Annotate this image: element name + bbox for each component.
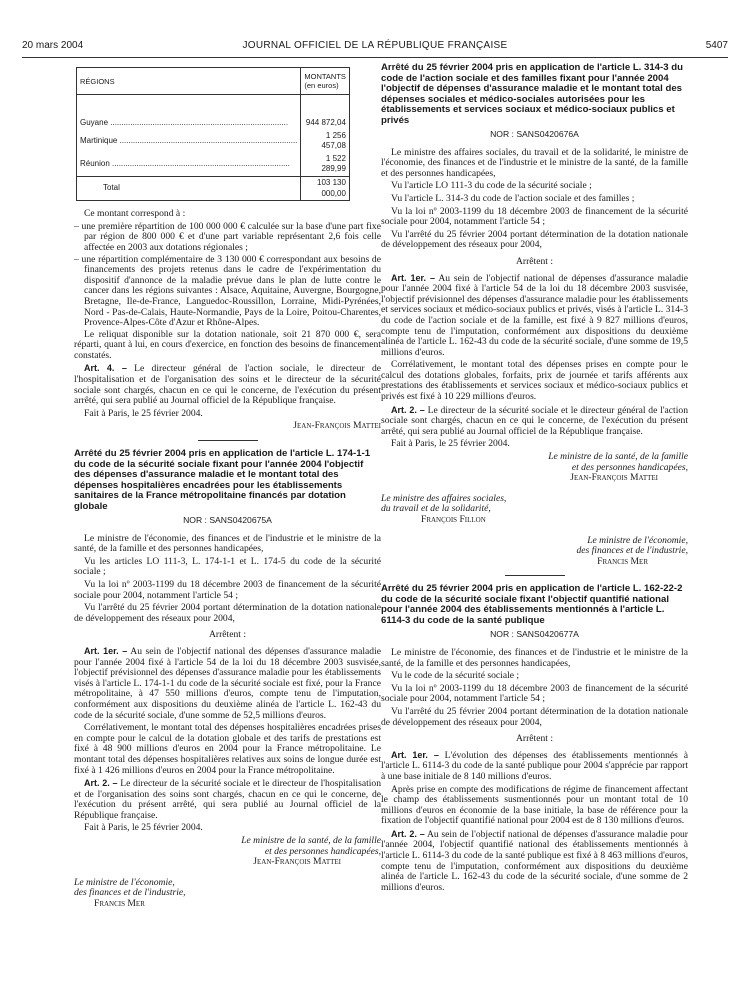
- signature-title: des finances et de l'industrie,: [576, 545, 688, 557]
- article-label: Art. 4. –: [84, 363, 127, 374]
- signature-title: Le ministre de l'économie,: [74, 876, 175, 888]
- article-text: Le directeur de la sécurité sociale et le directeur général de l'action sociale sont chargés, chacun en ce qui le concerne, de l'exécution du présent arrêté, qui sera publié au Journal officiel de la République française.: [381, 404, 688, 437]
- table-total-row: [77, 176, 350, 200]
- signature-title: Le ministre de l'économie,: [587, 534, 688, 546]
- preamble: Le ministre des affaires sociales, du travail et de la solidarité, le ministre de l'économie, des finances et de l'industrie et le ministre de la santé, de la famille et des personnes handicapées,: [381, 146, 688, 179]
- row-region: Martinique ................................................................................: [77, 130, 301, 153]
- article-1: [74, 646, 381, 721]
- article-4: [74, 363, 381, 406]
- signature-title: et des personnes handicapées,: [264, 845, 381, 857]
- col-montants-label: MONTANTS: [304, 72, 346, 81]
- article-label: Art. 2. –: [84, 778, 118, 789]
- col-unit-label: (en euros): [304, 81, 339, 90]
- reliquat-text: Le reliquat disponible sur la dotation nationale, soit 21 870 000 €, sera réparti, quant à lui, en cours d'exercice, en fonction des besoins de financement constatés.: [74, 328, 381, 361]
- fait-a-paris: Fait à Paris, le 25 février 2004.: [391, 438, 510, 450]
- article-2: [381, 829, 688, 894]
- article-label: Art. 2. –: [391, 404, 425, 415]
- signature-title: du travail et de la solidarité,: [381, 503, 491, 515]
- article-text: Le directeur de la sécurité sociale et le directeur de l'hospitalisation et de l'organisation des soins sont chargés, chacun en ce qui le concerne, de l'exécution du présent arrêté, qui sera publié au Journal officiel de la République française.: [74, 778, 381, 821]
- header-page-number: 5407: [705, 40, 728, 51]
- arretent-heading: Arrêtent :: [515, 733, 554, 745]
- preamble: Vu l'arrêté du 25 février 2004 portant détermination de la dotation nationale de développement des réseaux pour 2004,: [74, 602, 381, 624]
- article-1: [381, 273, 688, 359]
- intro-text: Ce montant correspond à :: [84, 208, 186, 220]
- signature-title: Le ministre de la santé, de la famille: [241, 835, 381, 847]
- signature-name: Jean-François Mattei: [570, 472, 658, 484]
- arretent-heading: Arrêtent :: [515, 255, 554, 267]
- left-column: [74, 63, 381, 910]
- signature-name: François Fillon: [421, 514, 486, 525]
- preamble: Le ministre de l'économie, des finances et de l'industrie et le ministre de la santé, de la famille et des personnes handicapées,: [381, 646, 688, 669]
- list-item: – une répartition complémentaire de 3 130 000 € correspondant aux besoins de financements des projets retenus dans le cadre de l'expérimentation du dispositif d'annonce de la maladie prévue dans le plan de lutte contre le cancer dans les régions suivantes : Alsace, Aquitaine, Auvergne, Bourgogne, Bretagne, Ile-de-France, Languedoc-Roussillon, Lorraine, Midi-Pyrénées, Nord - Pas-de-Calais, Haute-Normandie, Pays de la Loire, Poitou-Charentes, Provence-Alpes-Côte d'Azur et Rhône-Alpes.: [74, 253, 381, 329]
- total-label: Total: [77, 176, 301, 200]
- article-2: [381, 405, 688, 438]
- signature-name: Francis Mer: [597, 555, 648, 567]
- col-montants-header: [301, 68, 350, 95]
- divider: [198, 440, 258, 441]
- preamble: Vu le code de la sécurité sociale ;: [391, 670, 520, 682]
- preamble: Vu les articles LO 111-3, L. 174-1-1 et L. 174-5 du code de la sécurité sociale ;: [74, 555, 381, 578]
- article-label: Art. 1er. –: [391, 749, 439, 760]
- signature-title: Le ministre de la santé, de la famille: [548, 451, 688, 463]
- preamble: Vu l'arrêté du 25 février 2004 portant détermination de la dotation nationale de développement des réseaux pour 2004,: [381, 228, 688, 251]
- arrete-title: Arrêté du 25 février 2004 pris en application de l'article L. 314-3 du code de l'action sociale et des familles fixant pour l'année 2004 l'objectif de dépenses d'assurance maladie et le montant total des dépenses sociales et médico-sociales autorisées pour les établissements et services sociaux et médico-sociaux publics et privés: [381, 62, 683, 126]
- col-regions-header: RÉGIONS: [77, 68, 301, 95]
- nor-reference: NOR : SANS0420677A: [490, 629, 579, 640]
- signature-title: et des personnes handicapées,: [571, 461, 688, 473]
- row-value: 1 522 289,99: [301, 153, 350, 177]
- preamble: Vu l'article L. 314-3 du code de l'action sociale et des familles ;: [391, 192, 635, 204]
- article-text: Au sein de l'objectif national de dépenses d'assurance maladie pour l'année 2004 fixé à l'article 54 de la loi du 18 décembre 2003 susvisée, l'objectif prévisionnel des dépenses d'assurance maladie pour les établissements et services sociaux et médico-sociaux publics et privés, visés à l'article L. 314-3 du code de l'action sociale et de la famille, est fixé à 9 827 millions d'euros, compte tenu de l'imputation, conformément aux dispositions du deuxième alinéa de l'article L. 162-43 du code de la sécurité sociale, d'une somme de 19,5 millions d'euros.: [381, 272, 688, 358]
- article-1: [381, 750, 688, 783]
- article-text: Au sein de l'objectif national de dépenses d'assurance maladie pour l'année 2004, l'objectif quantifié national des établissements mentionnés à l'article L. 6114-3 du code de la santé publique est fixé à 8 463 millions d'euros, compte tenu de l'imputation, conformément aux dispositions du deuxième alinéa de l'article L. 162-43 du code de la sécurité sociale, d'une somme de 2 millions d'euros.: [381, 828, 688, 893]
- signature-name: Jean-François Mattei: [253, 856, 341, 868]
- row-region: Réunion ................................................................................: [77, 153, 301, 177]
- article-label: Art. 2. –: [391, 828, 425, 839]
- article-label: Art. 1er. –: [391, 272, 435, 283]
- preamble: Vu l'arrêté du 25 février 2004 portant détermination de la dotation nationale de développement des réseaux pour 2004,: [381, 705, 688, 728]
- fait-a-paris: Fait à Paris, le 25 février 2004.: [84, 822, 203, 834]
- row-value: 1 256 457,08: [301, 130, 350, 153]
- arrete-title: Arrêté du 25 février 2004 pris en application de l'article L. 162-22-2 du code de la sécurité sociale fixant l'objectif quantifié national pour l'année 2004 des établissements mentionnés à l'article L. 6114-3 du code de la santé publique: [381, 583, 683, 626]
- signature-title: des finances et de l'industrie,: [74, 887, 186, 899]
- header-rule: [22, 57, 728, 58]
- nor-reference: NOR : SANS0420676A: [490, 129, 579, 139]
- signature-name: Francis Mer: [94, 898, 145, 910]
- article-text: L'évolution des dépenses des établissements mentionnés à l'article L. 6114-3 du code de la santé publique pour 2004 s'apprécie par rapport à une base initiale de 8 140 millions d'euros.: [381, 749, 688, 782]
- divider: [505, 575, 565, 576]
- signature-title: Le ministre des affaires sociales,: [381, 492, 507, 504]
- regions-table: [76, 67, 350, 201]
- arrete-title: Arrêté du 25 février 2004 pris en application de l'article L. 174-1-1 du code de la sécurité sociale fixant pour l'année 2004 l'objectif des dépenses d'assurance maladie et le montant total des dépenses hospitalières encadrées pour les établissements sanitaires de la France métropolitaine financés par dotation globale: [74, 448, 371, 512]
- preamble: Vu la loi nº 2003-1199 du 18 décembre 2003 de financement de la sécurité sociale pour 2004, notamment l'article 54 ;: [381, 682, 688, 705]
- right-column: [381, 63, 688, 895]
- preamble: Le ministre de l'économie, des finances et de l'industrie et le ministre de la santé, de la famille et des personnes handicapées,: [74, 532, 381, 555]
- article-text: Le directeur général de l'action sociale, le directeur de l'hospitalisation et de l'organisation des soins et le directeur de la sécurité sociale sont chargés, chacun en ce qui le concerne, de l'exécution du présent arrêté, qui sera publié au Journal officiel de la République française.: [74, 363, 381, 407]
- row-region: Guyane ................................................................................: [77, 117, 301, 130]
- repartition-list: [74, 222, 381, 329]
- article-2: [74, 778, 381, 821]
- page-header: [22, 40, 728, 56]
- table-row: [77, 130, 350, 153]
- arretent-heading: Arrêtent :: [208, 629, 247, 641]
- signature-name: Jean-François Mattei: [293, 420, 381, 432]
- fait-a-paris: Fait à Paris, le 25 février 2004.: [84, 407, 203, 419]
- table-row: [77, 117, 350, 130]
- article-1-paragraph: Corrélativement, le montant total des dépenses hospitalières encadrées prises en compte pour le calcul de la dotation globale et des tarifs de prestations est fixé à 48 900 millions d'euros en 2004 pour la France métropolitaine. Le montant total des dépenses hospitalières relatives aux soins de longue durée est fixé à 1 426 millions d'euros en 2004 pour la France métropolitaine.: [74, 722, 381, 776]
- header-journal-title: JOURNAL OFFICIEL DE LA RÉPUBLIQUE FRANÇAISE: [242, 40, 508, 51]
- article-text: Au sein de l'objectif national des dépenses d'assurance maladie pour l'année 2004 fixé à l'article 54 de la loi du 18 décembre 2003 susvisée, l'objectif prévisionnel des dépenses d'assurance maladie pour les établissements visés à l'article L. 174-1-1 du code de la sécurité sociale est fixé, pour la France métropolitaine, à 47 550 millions d'euros, compte tenu de l'imputation, conformément aux dispositions du deuxième alinéa de l'article L. 162-43 du code de la sécurité sociale, d'une somme de 52,5 millions d'euros.: [74, 645, 381, 721]
- total-value: 103 130 000,00: [301, 176, 350, 200]
- preamble: Vu la loi nº 2003-1199 du 18 décembre 2003 de financement de la sécurité sociale pour 2004, notamment l'article 54 ;: [74, 579, 381, 601]
- article-1-paragraph: Après prise en compte des modifications de régime de financement affectant le champ des établissements susmentionnés pour un montant total de 10 millions d'euros en économie de la base initiale, la base de référence pour la fixation de l'objectif quantifié national pour 2004 est de 8 130 millions d'euros.: [381, 783, 688, 827]
- preamble: Vu l'article LO 111-3 du code de la sécurité sociale ;: [391, 180, 592, 192]
- table-row: [77, 153, 350, 177]
- article-label: Art. 1er. –: [84, 645, 128, 656]
- preamble: Vu la loi nº 2003-1199 du 18 décembre 2003 de financement de la sécurité sociale pour 2004, notamment l'article 54 ;: [381, 205, 688, 228]
- nor-reference: NOR : SANS0420675A: [183, 515, 272, 526]
- list-item: – une première répartition de 100 000 000 € calculée sur la base d'une part fixe par région de 800 000 € et d'une part variable représentant 2,6 fois celle affectée en 2003 aux dotations régionales ;: [74, 220, 381, 253]
- header-date: 20 mars 2004: [22, 40, 84, 51]
- row-value: 944 872,04: [301, 117, 350, 130]
- article-1-paragraph: Corrélativement, le montant total des dépenses prises en compte pour le calcul des dotations globales, forfaits, prix de journée et tarifs afférents aux prestations des établissements et services sociaux et médico-sociaux publics et privés est fixé à 10 229 millions d'euros.: [381, 359, 688, 403]
